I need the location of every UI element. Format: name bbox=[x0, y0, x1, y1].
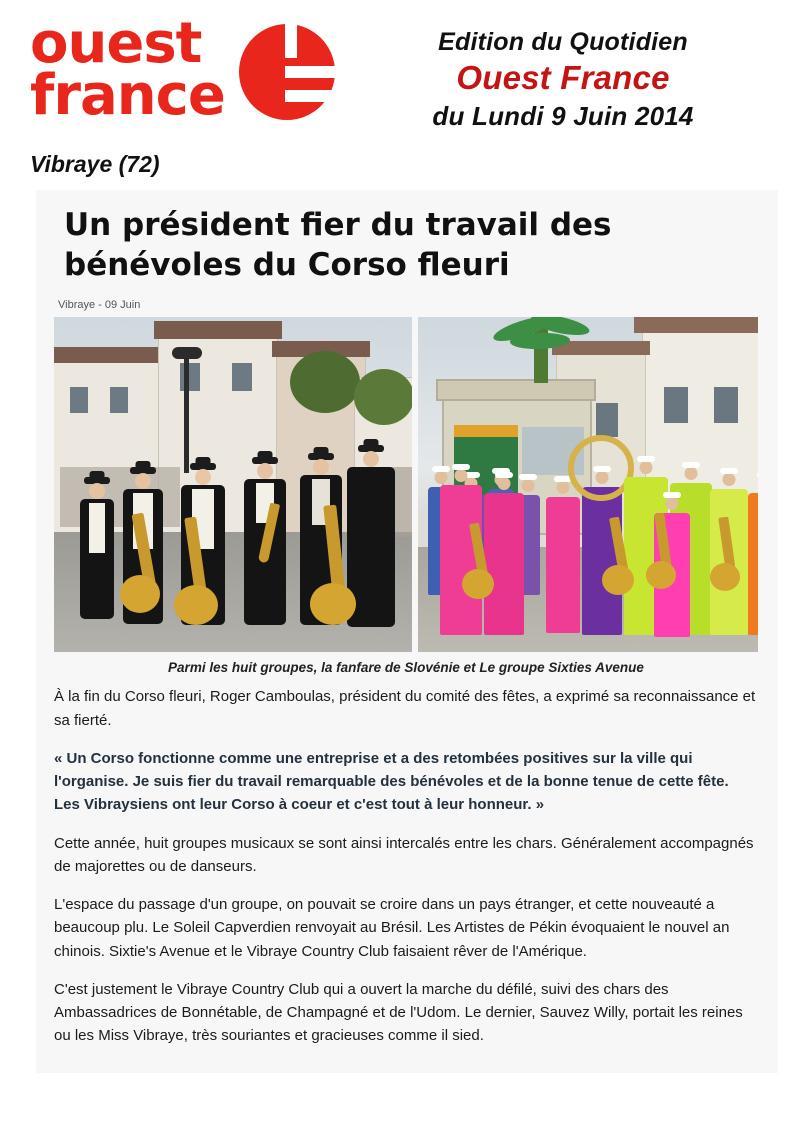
masthead-title: Ouest France bbox=[456, 59, 670, 96]
photo-fanfare-slovenie bbox=[54, 317, 412, 652]
article-dateline: Vibraye - 09 Juin bbox=[58, 299, 141, 312]
article-paragraph-4: L'espace du passage d'un groupe, on pouvait se croire dans un pays étranger, et cette nouveauté a beaucoup plu. Le Soleil Capverdien renvoyait au Brésil. Les Artistes de Pékin évoquaient le nouvel an chinois. Sixtie's Avenue et le Vibraye Country Club faisaient rêver de l'Amérique. bbox=[54, 896, 730, 960]
photo-gallery bbox=[54, 317, 758, 652]
page-title: Un président fier du travail des bénévoles du Corso fleuri bbox=[64, 207, 612, 283]
article-paragraph-3: Cette année, huit groupes musicaux se sont ainsi intercalés entre les chars. Généralement accompagnés de majorettes ou de danseurs. bbox=[54, 834, 754, 875]
ouest-france-logo bbox=[30, 11, 360, 128]
page-header bbox=[0, 0, 800, 145]
ouest-france-circle-mark-icon bbox=[239, 24, 335, 120]
article-pull-quote: « Un Corso fonctionne comme une entreprise et a des retombées positives sur la ville qui l'organise. Je suis fier du travail remarquable des bénévoles et de la bonne tenue de cette fête. Les Vibraysiens ont leur Corso à coeur et c'est tout à leur honneur. » bbox=[54, 749, 729, 814]
locality-label: Vibraye (72) bbox=[30, 151, 160, 177]
masthead-edition: Edition du Quotidien bbox=[438, 28, 688, 56]
article-card bbox=[36, 190, 778, 1073]
article-paragraph-5: C'est justement le Vibraye Country Club qui a ouvert la marche du défilé, suivi des chars des Ambassadrices de Bonnétable, de Champagné et de l'Udom. Le dernier, Sauvez Willy, portait les reines ou les Miss Vibraye, très souriantes et gracieuses comme il sied. bbox=[54, 980, 743, 1045]
masthead-date: du Lundi 9 Juin 2014 bbox=[432, 101, 694, 131]
photo-sixties-avenue bbox=[418, 317, 758, 652]
logo-line-2: france bbox=[30, 62, 225, 128]
logo-line-1: ouest bbox=[30, 11, 202, 76]
article-body bbox=[54, 685, 758, 1047]
article-paragraph-1: À la fin du Corso fleuri, Roger Camboulas, président du comité des fêtes, a exprimé sa reconnaissance et sa fierté. bbox=[54, 688, 756, 729]
masthead bbox=[360, 18, 776, 132]
photo-caption: Parmi les huit groupes, la fanfare de Slovénie et Le groupe Sixties Avenue bbox=[168, 660, 644, 676]
